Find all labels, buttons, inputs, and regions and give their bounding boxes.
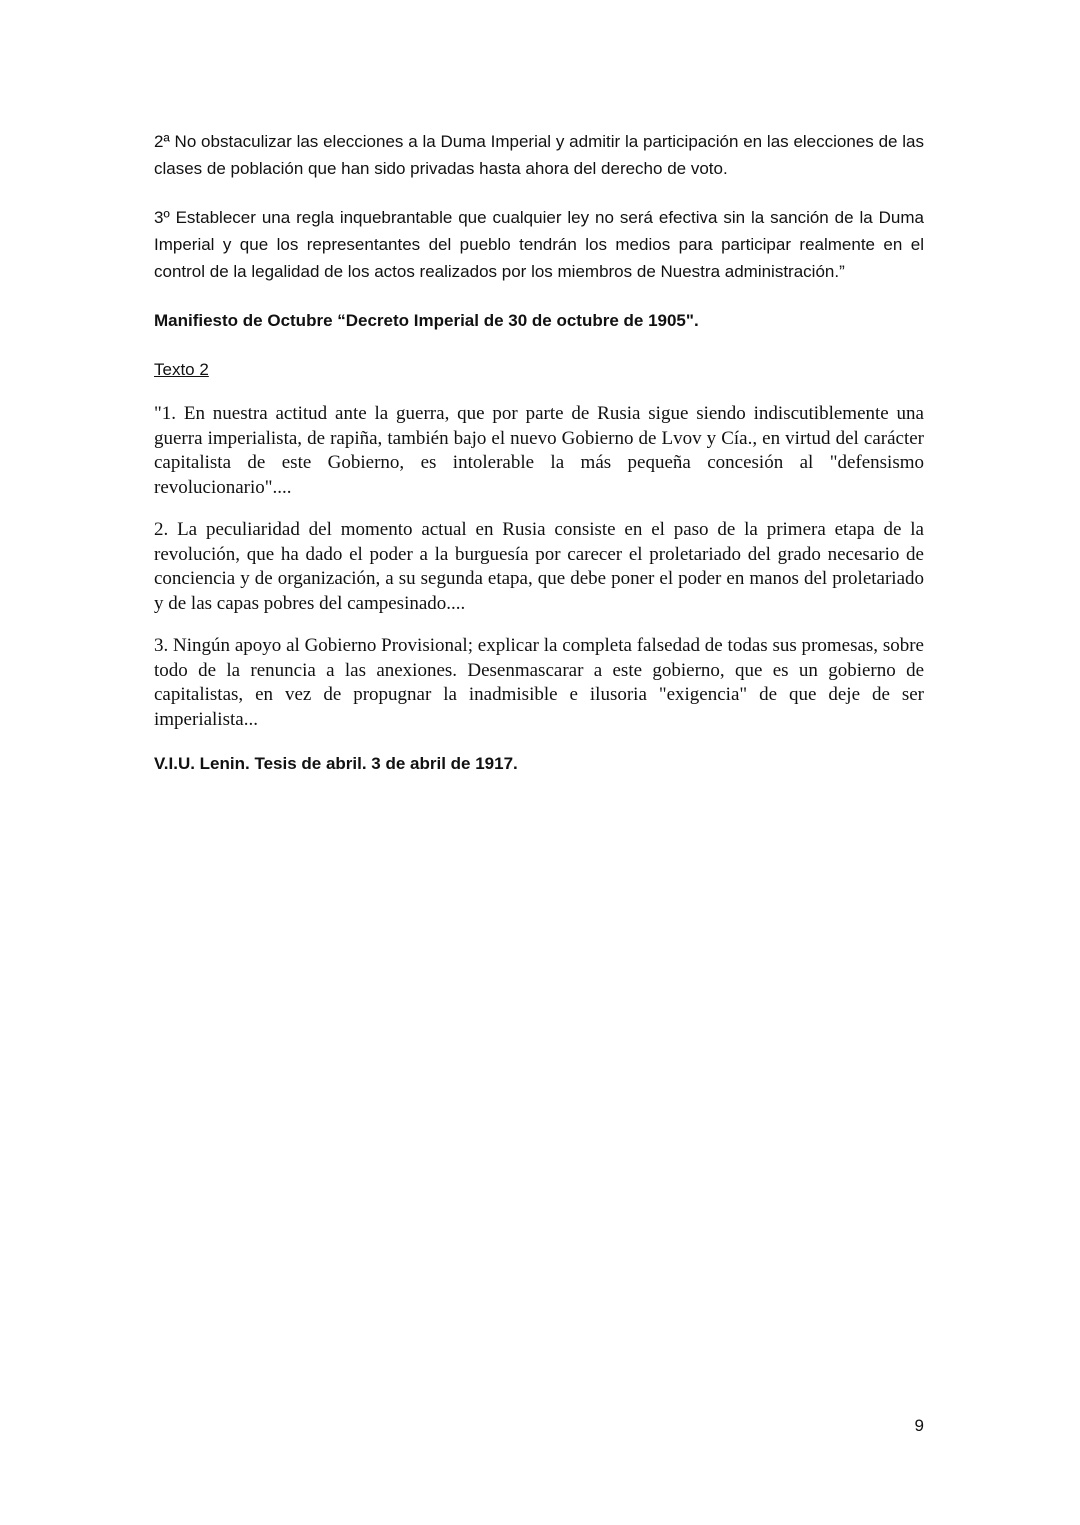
page-number: 9 xyxy=(914,1416,924,1435)
page-content xyxy=(154,128,924,777)
text2-thesis-1: "1. En nuestra actitud ante la guerra, que por parte de Rusia sigue siendo indiscutiblemente una guerra imperialista, de rapiña, también bajo el nuevo Gobierno de Lvov y Cía., en virtud del carácter capitalista de este Gobierno, es intolerable la más pequeña concesión al "defensismo revolucionario".... xyxy=(154,403,924,498)
text1-paragraph-3: 3º Establecer una regla inquebrantable que cualquier ley no será efectiva sin la sanción de la Duma Imperial y que los representantes del pueblo tendrán los medios para participar realmente en el control de la legalidad de los actos realizados por los miembros de Nuestra administración.” xyxy=(154,208,924,281)
text2-thesis-3: 3. Ningún apoyo al Gobierno Provisional; explicar la completa falsedad de todas sus promesas, sobre todo de la renuncia a las anexiones. Desenmascarar a este gobierno, que es un gobierno de capitalistas, en vez de propugnar la inadmisible e ilusoria "exigencia" de que deje de ser imperialista... xyxy=(154,635,924,730)
text1-source: Manifiesto de Octubre “Decreto Imperial de 30 de octubre de 1905". xyxy=(154,311,699,330)
text2-heading: Texto 2 xyxy=(154,360,209,379)
text2-thesis-2: 2. La peculiaridad del momento actual en Rusia consiste en el paso de la primera etapa de la revolución, que ha dado el poder a la burguesía por carecer el proletariado del grado necesario de conciencia y de organización, a su segunda etapa, que debe poner el poder en manos del proletariado y de las capas pobres del campesinado.... xyxy=(154,519,924,614)
text2-source: V.I.U. Lenin. Tesis de abril. 3 de abril de 1917. xyxy=(154,754,518,773)
text1-paragraph-2: 2ª No obstaculizar las elecciones a la Duma Imperial y admitir la participación en las elecciones de las clases de población que han sido privadas hasta ahora del derecho de voto. xyxy=(154,132,924,178)
